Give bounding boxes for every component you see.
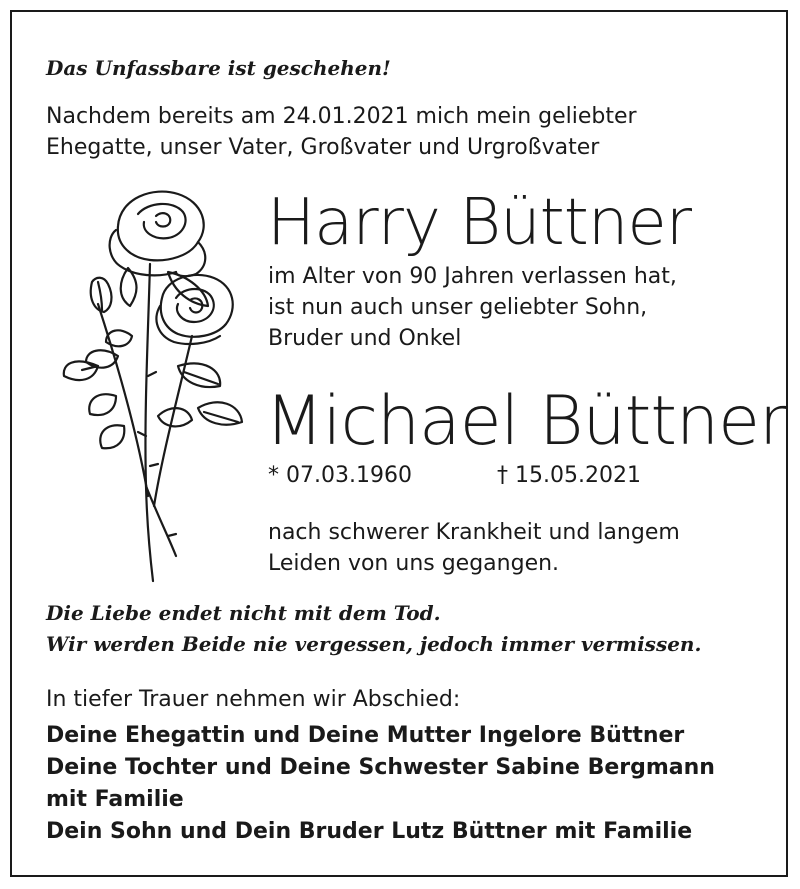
closing-paragraph: [268, 517, 680, 579]
signature-list: [46, 720, 715, 848]
signature-line: Dein Sohn und Dein Bruder Lutz Büttner mit Familie: [46, 819, 693, 844]
memorial-quote: [46, 598, 701, 660]
signature-line: Deine Ehegattin und Deine Mutter Ingelore Büttner: [46, 723, 685, 748]
opening-line: Ehegatte, unser Vater, Großvater und Urgroßvater: [46, 135, 600, 160]
middle-line: ist nun auch unser geliebter Sohn,: [268, 295, 648, 320]
closing-line: nach schwerer Krankheit und langem: [268, 520, 680, 545]
second-deceased-name: Michael Büttner: [265, 382, 786, 461]
birth-date: * 07.03.1960: [268, 463, 412, 488]
signature-intro: In tiefer Trauer nehmen wir Abschied:: [46, 687, 461, 712]
opening-line: Nachdem bereits am 24.01.2021 mich mein geliebter: [46, 104, 637, 129]
first-deceased-name: Harry Büttner: [267, 186, 692, 260]
intro-heading: Das Unfassbare ist geschehen!: [46, 56, 391, 80]
quote-line: Die Liebe endet nicht mit dem Tod.: [46, 601, 441, 625]
rose-icon: [58, 186, 248, 584]
closing-line: Leiden von uns gegangen.: [268, 551, 560, 576]
death-date: † 15.05.2021: [497, 463, 641, 488]
signature-line: mit Familie: [46, 787, 184, 812]
middle-line: Bruder und Onkel: [268, 326, 462, 351]
quote-line: Wir werden Beide nie vergessen, jedoch immer vermissen.: [46, 632, 702, 656]
opening-paragraph: [46, 101, 637, 163]
signature-line: Deine Tochter und Deine Schwester Sabine Bergmann: [46, 755, 715, 780]
middle-paragraph: [268, 261, 677, 354]
middle-line: im Alter von 90 Jahren verlassen hat,: [268, 264, 677, 289]
